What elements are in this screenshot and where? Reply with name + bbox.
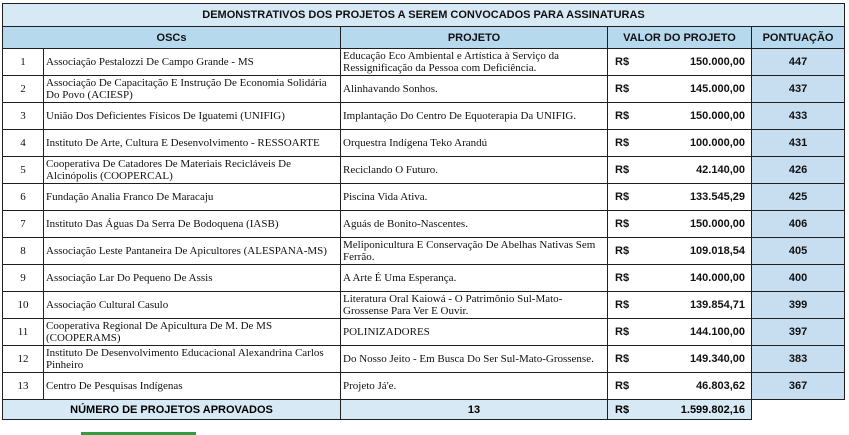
osc-name-cell[interactable]: Instituto Das Águas Da Serra De Bodoquena (IASB) xyxy=(44,211,341,238)
footer-total[interactable]: 1.599.802,16 xyxy=(641,400,752,420)
spreadsheet-sheet xyxy=(2,3,844,420)
score-cell[interactable]: 431 xyxy=(752,130,845,157)
header-valor[interactable]: VALOR DO PROJETO xyxy=(608,27,752,49)
header-pontuacao[interactable]: PONTUAÇÃO xyxy=(752,27,845,49)
score-cell[interactable]: 405 xyxy=(752,238,845,265)
project-value-cell[interactable]: 150.000,00 xyxy=(641,103,752,130)
project-value-cell[interactable]: 149.340,00 xyxy=(641,346,752,373)
currency-cell[interactable]: R$ xyxy=(608,238,641,265)
score-cell[interactable]: 367 xyxy=(752,373,845,400)
row-number[interactable]: 9 xyxy=(3,265,44,292)
projects-table xyxy=(2,3,845,420)
currency-cell[interactable]: R$ xyxy=(608,211,641,238)
header-osc[interactable]: OSCs xyxy=(3,27,341,49)
currency-cell[interactable]: R$ xyxy=(608,130,641,157)
row-number[interactable]: 1 xyxy=(3,49,44,76)
row-number[interactable]: 8 xyxy=(3,238,44,265)
table-row xyxy=(3,373,845,400)
project-value-cell[interactable]: 42.140,00 xyxy=(641,157,752,184)
row-number[interactable]: 10 xyxy=(3,292,44,319)
osc-name-cell[interactable]: Instituto De Desenvolvimento Educacional Alexandrina Carlos Pinheiro xyxy=(44,346,341,373)
row-number[interactable]: 4 xyxy=(3,130,44,157)
footer-blank-cell xyxy=(752,400,845,420)
osc-name-cell[interactable]: Associação Pestalozzi De Campo Grande - MS xyxy=(44,49,341,76)
project-value-cell[interactable]: 133.545,29 xyxy=(641,184,752,211)
project-name-cell[interactable]: Aguás de Bonito-Nascentes. xyxy=(341,211,608,238)
score-cell[interactable]: 383 xyxy=(752,346,845,373)
currency-cell[interactable]: R$ xyxy=(608,319,641,346)
currency-cell[interactable]: R$ xyxy=(608,292,641,319)
score-cell[interactable]: 425 xyxy=(752,184,845,211)
row-number[interactable]: 11 xyxy=(3,319,44,346)
table-row xyxy=(3,319,845,346)
currency-cell[interactable]: R$ xyxy=(608,49,641,76)
table-row xyxy=(3,346,845,373)
project-name-cell[interactable]: Piscina Vida Ativa. xyxy=(341,184,608,211)
table-row xyxy=(3,238,845,265)
currency-cell[interactable]: R$ xyxy=(608,265,641,292)
project-value-cell[interactable]: 150.000,00 xyxy=(641,211,752,238)
row-number[interactable]: 6 xyxy=(3,184,44,211)
table-row xyxy=(3,292,845,319)
table-row xyxy=(3,211,845,238)
row-number[interactable]: 2 xyxy=(3,76,44,103)
currency-cell[interactable]: R$ xyxy=(608,157,641,184)
table-row xyxy=(3,157,845,184)
currency-cell[interactable]: R$ xyxy=(608,103,641,130)
score-cell[interactable]: 397 xyxy=(752,319,845,346)
row-number[interactable]: 12 xyxy=(3,346,44,373)
row-number[interactable]: 3 xyxy=(3,103,44,130)
project-value-cell[interactable]: 145.000,00 xyxy=(641,76,752,103)
project-value-cell[interactable]: 100.000,00 xyxy=(641,130,752,157)
footer-currency[interactable]: R$ xyxy=(608,400,641,420)
table-row xyxy=(3,76,845,103)
project-name-cell[interactable]: A Arte É Uma Esperança. xyxy=(341,265,608,292)
osc-name-cell[interactable]: Associação De Capacitação E Instrução De Economia Solidária Do Povo (ACIESP) xyxy=(44,76,341,103)
project-name-cell[interactable]: Educação Eco Ambiental e Artística à Serviço da Ressignificação da Pessoa com Deficiência. xyxy=(341,49,608,76)
score-cell[interactable]: 433 xyxy=(752,103,845,130)
osc-name-cell[interactable]: Associação Leste Pantaneira De Apicultores (ALESPANA-MS) xyxy=(44,238,341,265)
score-cell[interactable]: 399 xyxy=(752,292,845,319)
project-name-cell[interactable]: Orquestra Indígena Teko Arandú xyxy=(341,130,608,157)
project-name-cell[interactable]: Alinhavando Sonhos. xyxy=(341,76,608,103)
project-name-cell[interactable]: Reciclando O Futuro. xyxy=(341,157,608,184)
footer-row xyxy=(3,400,845,420)
project-value-cell[interactable]: 109.018,54 xyxy=(641,238,752,265)
score-cell[interactable]: 406 xyxy=(752,211,845,238)
footer-count[interactable]: 13 xyxy=(341,400,608,420)
project-value-cell[interactable]: 144.100,00 xyxy=(641,319,752,346)
osc-name-cell[interactable]: Associação Lar Do Pequeno De Assis xyxy=(44,265,341,292)
currency-cell[interactable]: R$ xyxy=(608,76,641,103)
osc-name-cell[interactable]: Cooperativa Regional De Apicultura De M. De MS (COOPERAMS) xyxy=(44,319,341,346)
project-name-cell[interactable]: Meliponicultura E Conservação De Abelhas Nativas Sem Ferrão. xyxy=(341,238,608,265)
table-row xyxy=(3,184,845,211)
table-row xyxy=(3,130,845,157)
score-cell[interactable]: 400 xyxy=(752,265,845,292)
osc-name-cell[interactable]: Fundação Analia Franco De Maracaju xyxy=(44,184,341,211)
project-name-cell[interactable]: Implantação Do Centro De Equoterapia Da UNIFIG. xyxy=(341,103,608,130)
currency-cell[interactable]: R$ xyxy=(608,346,641,373)
row-number[interactable]: 13 xyxy=(3,373,44,400)
currency-cell[interactable]: R$ xyxy=(608,184,641,211)
score-cell[interactable]: 437 xyxy=(752,76,845,103)
project-value-cell[interactable]: 46.803,62 xyxy=(641,373,752,400)
project-value-cell[interactable]: 150.000,00 xyxy=(641,49,752,76)
osc-name-cell[interactable]: União Dos Deficientes Físicos De Iguatemi (UNIFIG) xyxy=(44,103,341,130)
header-row xyxy=(3,27,845,49)
score-cell[interactable]: 426 xyxy=(752,157,845,184)
osc-name-cell[interactable]: Cooperativa De Catadores De Materiais Recicláveis De Alcinópolis (COOPERCAL) xyxy=(44,157,341,184)
table-body xyxy=(3,49,845,400)
osc-name-cell[interactable]: Instituto De Arte, Cultura E Desenvolvimento - RESSOARTE xyxy=(44,130,341,157)
osc-name-cell[interactable]: Associação Cultural Casulo xyxy=(44,292,341,319)
table-row xyxy=(3,265,845,292)
title-row xyxy=(3,4,845,27)
row-number[interactable]: 7 xyxy=(3,211,44,238)
project-name-cell[interactable]: Literatura Oral Kaiowá - O Patrimônio Sul-Mato-Grossense Para Ver E Ouvir. xyxy=(341,292,608,319)
row-number[interactable]: 5 xyxy=(3,157,44,184)
score-cell[interactable]: 447 xyxy=(752,49,845,76)
project-name-cell[interactable]: Do Nosso Jeito - Em Busca Do Ser Sul-Mato-Grossense. xyxy=(341,346,608,373)
header-projeto[interactable]: PROJETO xyxy=(341,27,608,49)
project-value-cell[interactable]: 140.000,00 xyxy=(641,265,752,292)
project-value-cell[interactable]: 139.854,71 xyxy=(641,292,752,319)
table-row xyxy=(3,49,845,76)
project-name-cell[interactable]: Projeto Já'e. xyxy=(341,373,608,400)
footer-label[interactable]: NÚMERO DE PROJETOS APROVADOS xyxy=(3,400,341,420)
osc-name-cell[interactable]: Centro De Pesquisas Indígenas xyxy=(44,373,341,400)
table-title[interactable]: DEMONSTRATIVOS DOS PROJETOS A SEREM CONVOCADOS PARA ASSINATURAS xyxy=(3,4,845,27)
table-row xyxy=(3,103,845,130)
project-name-cell[interactable]: POLINIZADORES xyxy=(341,319,608,346)
currency-cell[interactable]: R$ xyxy=(608,373,641,400)
